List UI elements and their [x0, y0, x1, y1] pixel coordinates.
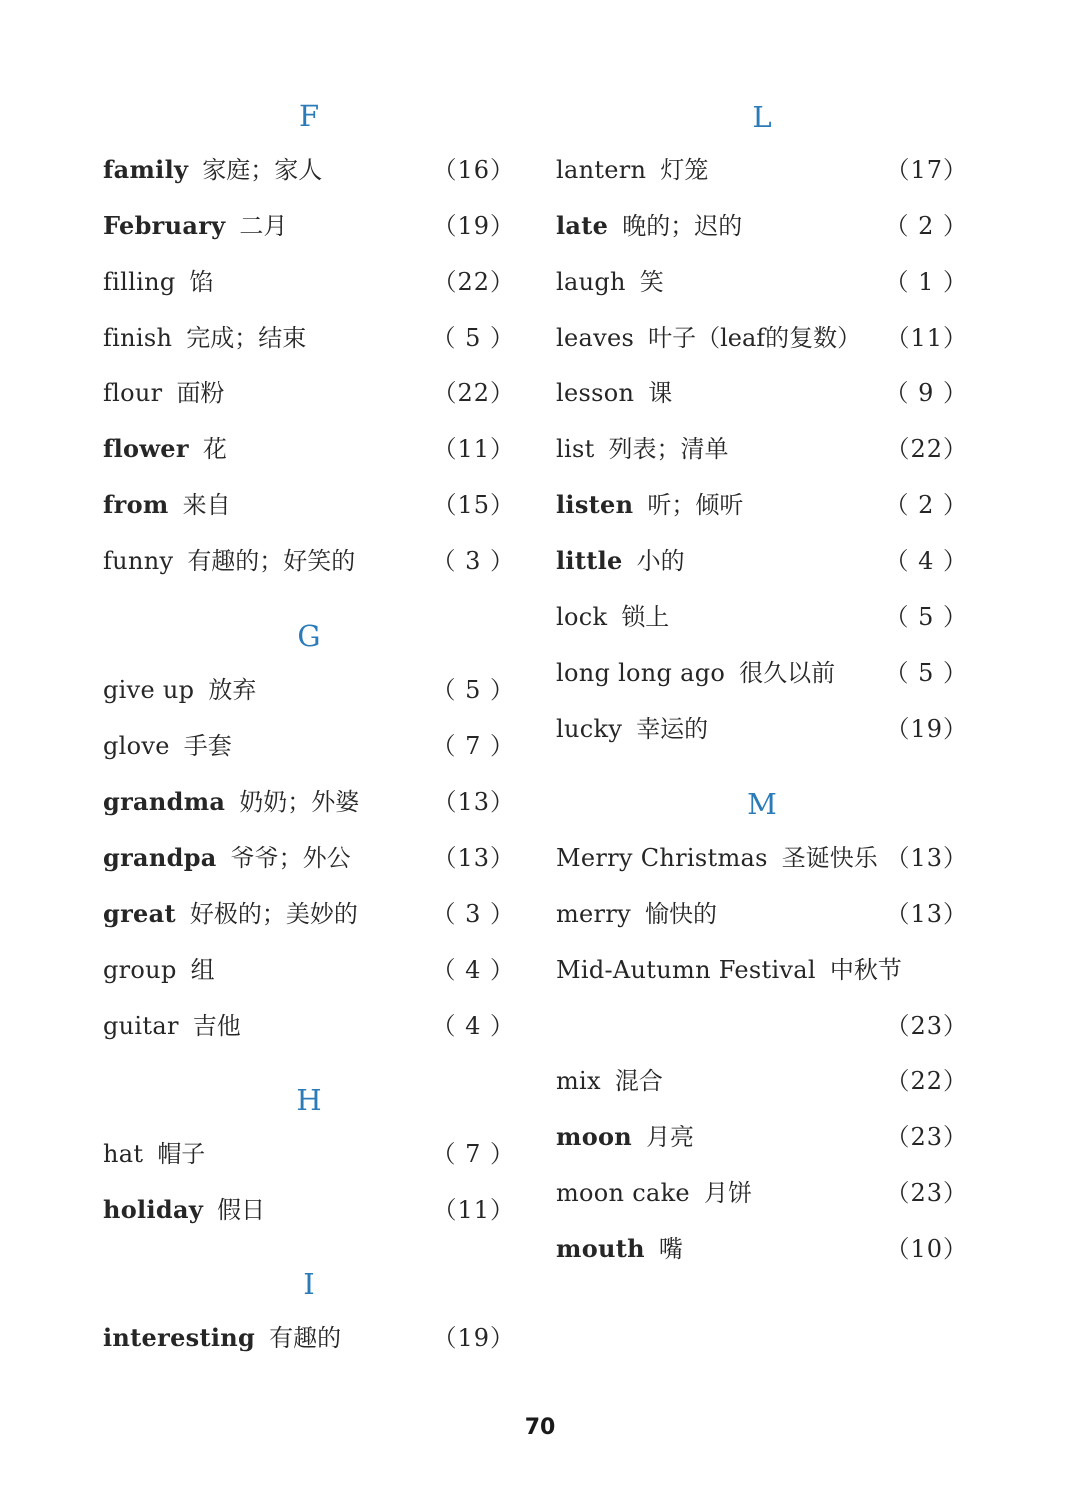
unit-number: （13）: [432, 844, 515, 872]
vocab-word: from: [103, 490, 169, 519]
vocab-meaning: 完成；结束: [186, 324, 307, 352]
unit-number: （11）: [885, 324, 968, 352]
vocab-word: glove: [103, 732, 170, 760]
vocab-entry: [103, 264, 515, 300]
vocab-entry: [556, 1231, 968, 1267]
unit-number: （ 1 ）: [884, 268, 968, 296]
unit-number: （22）: [432, 268, 515, 296]
vocab-word: merry: [556, 900, 631, 928]
unit-number: （23）: [885, 1012, 968, 1040]
vocab-meaning: 课: [648, 379, 673, 407]
vocab-word: guitar: [103, 1012, 179, 1040]
vocab-meaning: 手套: [183, 732, 232, 760]
vocab-entry: [556, 264, 968, 300]
unit-number: （ 2 ）: [884, 212, 968, 240]
vocab-word: lucky: [556, 715, 623, 743]
vocab-entry: [103, 784, 515, 820]
vocab-meaning: 组: [190, 956, 215, 984]
vocab-meaning: 爷爷；外公: [230, 844, 351, 872]
vocab-word: funny: [103, 547, 174, 575]
vocab-word: give up: [103, 676, 195, 704]
vocab-entry: [103, 1320, 515, 1356]
unit-number: （22）: [885, 1067, 968, 1095]
vocab-meaning: 帽子: [157, 1140, 206, 1168]
vocab-entry: [103, 152, 515, 188]
unit-number: （11）: [432, 1196, 515, 1224]
vocab-meaning: 奶奶；外婆: [239, 788, 360, 816]
vocab-meaning: 假日: [217, 1196, 266, 1224]
vocab-meaning: 听；倾听: [647, 491, 744, 519]
vocab-entry: [556, 1119, 968, 1155]
unit-number: （15）: [432, 491, 515, 519]
vocab-meaning: 灯笼: [660, 156, 709, 184]
vocab-entry: [103, 1008, 515, 1044]
vocab-meaning: 愉快的: [644, 900, 717, 928]
unit-number: （ 5 ）: [884, 659, 968, 687]
vocab-entry: [103, 1192, 515, 1228]
vocab-word: Merry Christmas: [556, 844, 768, 872]
vocab-entry: [103, 208, 515, 244]
unit-number: （ 7 ）: [431, 1140, 515, 1168]
vocab-entry: [556, 655, 968, 691]
vocab-entry: [556, 952, 968, 988]
vocab-meaning: 混合: [614, 1067, 663, 1095]
vocab-meaning: 二月: [239, 212, 288, 240]
unit-number: （13）: [885, 900, 968, 928]
vocab-meaning: 放弃: [208, 676, 257, 704]
vocab-meaning: 锁上: [621, 603, 670, 631]
vocab-meaning: 嘴: [658, 1235, 683, 1263]
vocab-word: lesson: [556, 379, 635, 407]
vocab-meaning: 好极的；美妙的: [189, 900, 358, 928]
unit-number: （ 5 ）: [431, 676, 515, 704]
vocab-entry: [556, 896, 968, 932]
section-letter: F: [298, 99, 320, 133]
vocab-word: Mid-Autumn Festival: [556, 956, 816, 984]
vocab-entry: [556, 599, 968, 635]
section-letter: M: [747, 787, 777, 821]
vocab-entry: [556, 840, 968, 876]
unit-number: （ 4 ）: [884, 547, 968, 575]
vocab-word: filling: [103, 268, 176, 296]
unit-number: （ 5 ）: [884, 603, 968, 631]
unit-number: （ 9 ）: [884, 379, 968, 407]
vocab-word: great: [103, 899, 176, 928]
vocab-word: long long ago: [556, 659, 726, 687]
vocab-word: hat: [103, 1140, 144, 1168]
unit-number: （23）: [885, 1123, 968, 1151]
vocab-word: moon cake: [556, 1179, 690, 1207]
vocab-word: late: [556, 211, 609, 240]
unit-number: （13）: [885, 844, 968, 872]
vocab-meaning: 吉他: [192, 1012, 241, 1040]
unit-number: （19）: [432, 212, 515, 240]
vocab-word: list: [556, 435, 595, 463]
unit-number: （13）: [432, 788, 515, 816]
page-number: 70: [524, 1415, 556, 1440]
vocab-entry: [103, 952, 515, 988]
vocab-entry: [556, 487, 968, 523]
vocab-entry: [556, 543, 968, 579]
unit-number: （11）: [432, 435, 515, 463]
section-letter: L: [752, 100, 772, 134]
vocab-entry: [103, 320, 515, 356]
vocab-word: laugh: [556, 268, 626, 296]
vocab-meaning: 叶子（leaf的复数）: [648, 324, 862, 352]
section-letter: G: [297, 619, 321, 653]
vocab-entry: [103, 375, 515, 411]
vocab-meaning: 很久以前: [739, 659, 836, 687]
vocab-meaning: 面粉: [176, 379, 225, 407]
vocab-entry: [103, 543, 515, 579]
unit-number: （ 4 ）: [431, 956, 515, 984]
unit-number: （ 7 ）: [431, 732, 515, 760]
vocab-word: leaves: [556, 324, 635, 352]
vocab-meaning: 晚的；迟的: [622, 212, 743, 240]
unit-number: （ 5 ）: [431, 324, 515, 352]
vocab-entry: [556, 1008, 968, 1044]
section-letter: I: [303, 1267, 315, 1301]
vocab-entry: [103, 728, 515, 764]
vocab-meaning: 笑: [639, 268, 664, 296]
vocab-word: grandma: [103, 787, 226, 816]
vocab-word: lantern: [556, 156, 647, 184]
vocab-word: mouth: [556, 1234, 645, 1263]
unit-number: （19）: [885, 715, 968, 743]
vocab-word: flour: [103, 379, 163, 407]
unit-number: （17）: [885, 156, 968, 184]
vocab-meaning: 列表；清单: [608, 435, 729, 463]
vocab-entry: [556, 208, 968, 244]
unit-number: （16）: [432, 156, 515, 184]
unit-number: （10）: [885, 1235, 968, 1263]
vocab-entry: [556, 320, 968, 356]
unit-number: （ 3 ）: [431, 900, 515, 928]
vocab-entry: [103, 896, 515, 932]
vocab-entry: [103, 672, 515, 708]
vocab-meaning: 有趣的: [269, 1324, 342, 1352]
vocab-word: holiday: [103, 1195, 204, 1224]
vocab-word: listen: [556, 490, 634, 519]
vocab-entry: [103, 840, 515, 876]
vocab-word: group: [103, 956, 177, 984]
vocab-word: lock: [556, 603, 608, 631]
vocab-entry: [556, 1063, 968, 1099]
vocab-word: interesting: [103, 1323, 256, 1352]
vocab-meaning: 家庭；家人: [202, 156, 323, 184]
vocab-word: mix: [556, 1067, 601, 1095]
vocab-meaning: 来自: [182, 491, 231, 519]
unit-number: （ 2 ）: [884, 491, 968, 519]
vocab-meaning: 幸运的: [636, 715, 709, 743]
unit-number: （22）: [432, 379, 515, 407]
vocab-word: moon: [556, 1122, 633, 1151]
vocab-meaning: 花: [202, 435, 227, 463]
unit-number: （ 4 ）: [431, 1012, 515, 1040]
vocab-entry: [556, 711, 968, 747]
vocab-word: little: [556, 546, 623, 575]
vocab-entry: [556, 431, 968, 467]
vocab-entry: [556, 375, 968, 411]
vocab-entry: [556, 152, 968, 188]
vocab-word: finish: [103, 324, 173, 352]
vocab-word: February: [103, 211, 226, 240]
vocab-word: grandpa: [103, 843, 217, 872]
section-letter: H: [296, 1083, 322, 1117]
unit-number: （19）: [432, 1324, 515, 1352]
vocab-meaning: 馅: [189, 268, 214, 296]
unit-number: （22）: [885, 435, 968, 463]
vocab-entry: [103, 431, 515, 467]
vocab-entry: [103, 487, 515, 523]
vocab-word: family: [103, 155, 189, 184]
vocab-entry: [556, 1175, 968, 1211]
vocab-meaning: 中秋节: [829, 956, 902, 984]
vocab-meaning: 小的: [636, 547, 685, 575]
unit-number: （ 3 ）: [431, 547, 515, 575]
unit-number: （23）: [885, 1179, 968, 1207]
vocab-word: flower: [103, 434, 189, 463]
vocab-meaning: 圣诞快乐: [781, 844, 878, 872]
vocab-meaning: 月饼: [703, 1179, 752, 1207]
vocab-entry: [103, 1136, 515, 1172]
vocab-meaning: 有趣的；好笑的: [187, 547, 356, 575]
vocab-meaning: 月亮: [646, 1123, 695, 1151]
